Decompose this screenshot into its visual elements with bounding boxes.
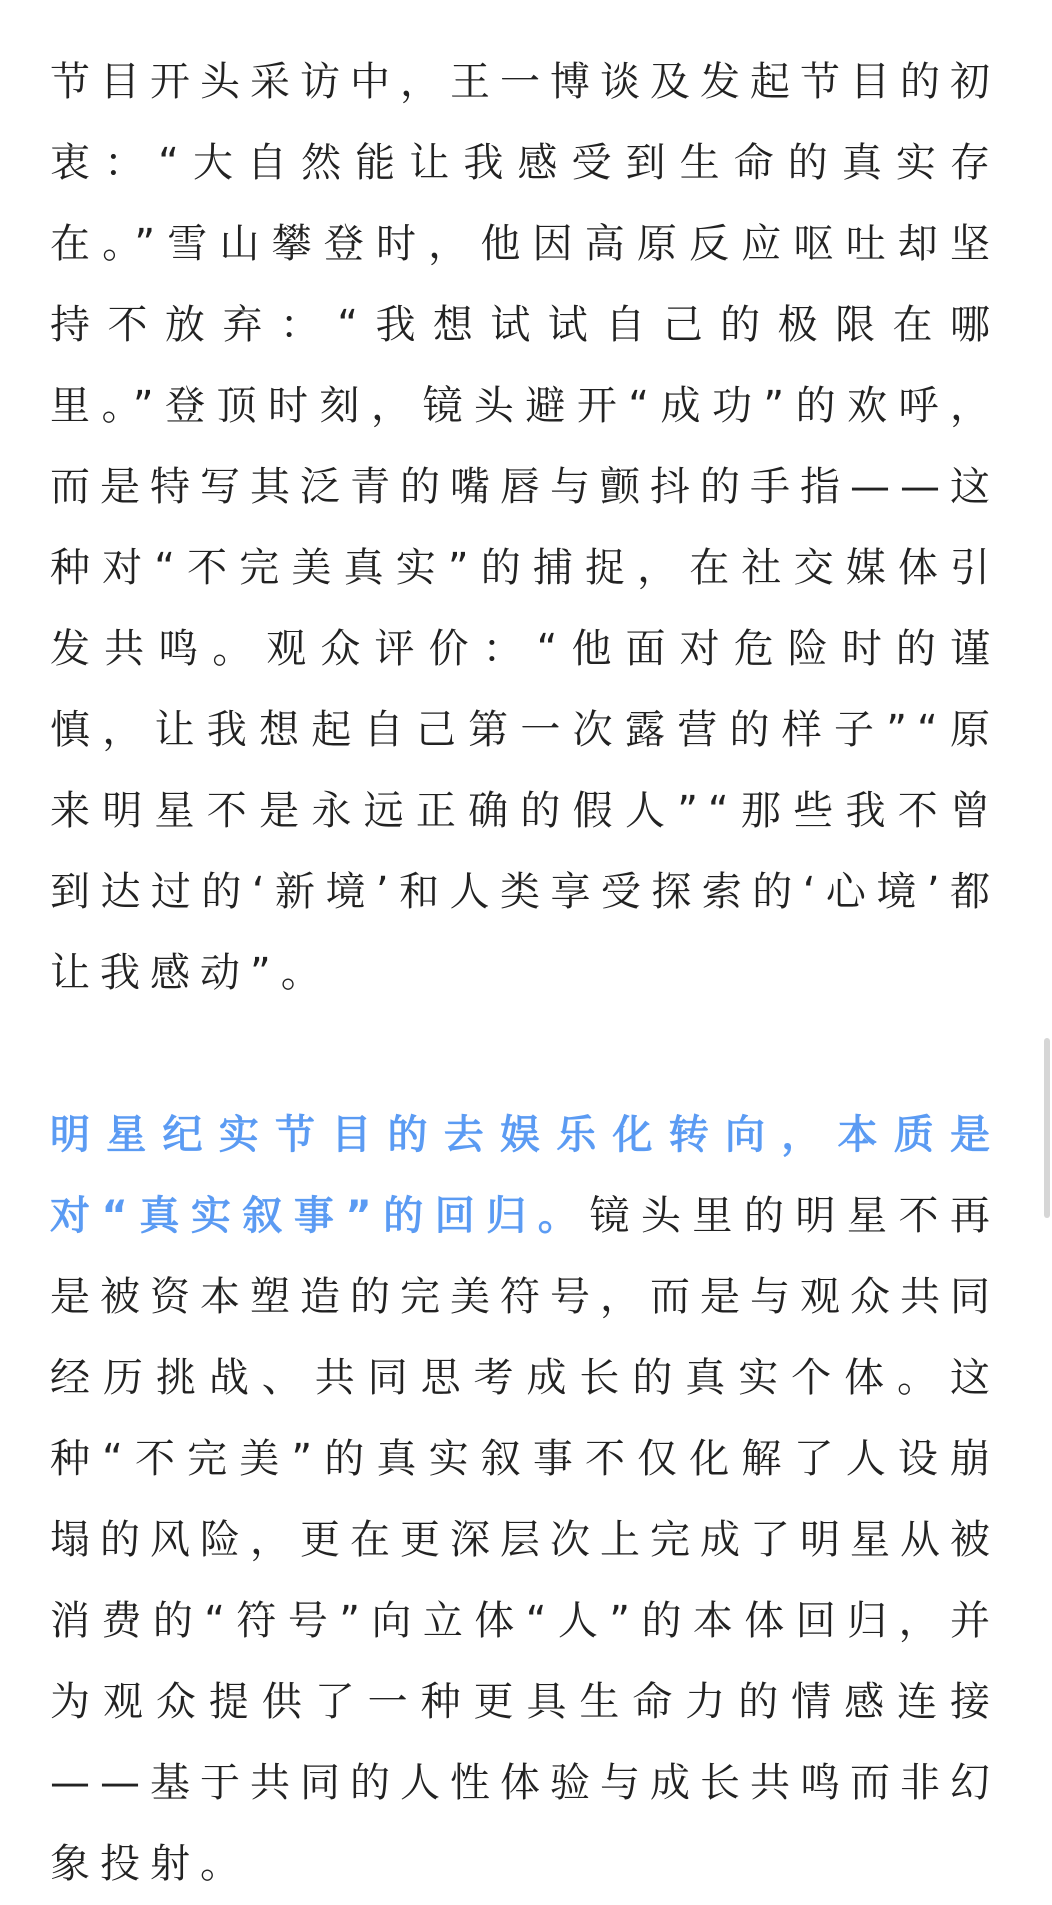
paragraph-analysis-body: 镜头里的明星不再是被资本塑造的完美符号，而是与观众共同经历挑战、共同思考成长的真实个体。这种“不完美”的真实叙事不仅化解了人设崩塌的风险，更在更深层次上完成了明星从被消费的“符号”向立体“人”的本体回归，并为观众提供了一种更具生命力的情感连接——基于共同的人性体验与成长共鸣而非幻象投射。 (50, 1193, 1001, 1887)
article-body (50, 42, 1000, 1905)
paragraph-analysis (50, 1095, 1000, 1905)
paragraph-spacer (50, 1014, 1000, 1095)
scrollbar-thumb[interactable] (1044, 1038, 1050, 1218)
vertical-scrollbar[interactable] (1040, 0, 1052, 1701)
paragraph-interview: 节目开头采访中，王一博谈及发起节目的初衷：“大自然能让我感受到生命的真实存在。”雪山攀登时，他因高原反应呕吐却坚持不放弃：“我想试试自己的极限在哪里。”登顶时刻，镜头避开“成功”的欢呼，而是特写其泛青的嘴唇与颤抖的手指——这种对“不完美真实”的捕捉，在社交媒体引发共鸣。观众评价：“他面对危险时的谨慎，让我想起自己第一次露营的样子”“原来明星不是永远正确的假人”“那些我不曾到达过的‘新境’和人类享受探索的‘心境’都让我感动”。 (50, 59, 1000, 996)
highlight-thesis: 明星纪实节目的去娱乐化转向，本质是对“真实叙事”的回归。 (50, 1112, 1000, 1239)
